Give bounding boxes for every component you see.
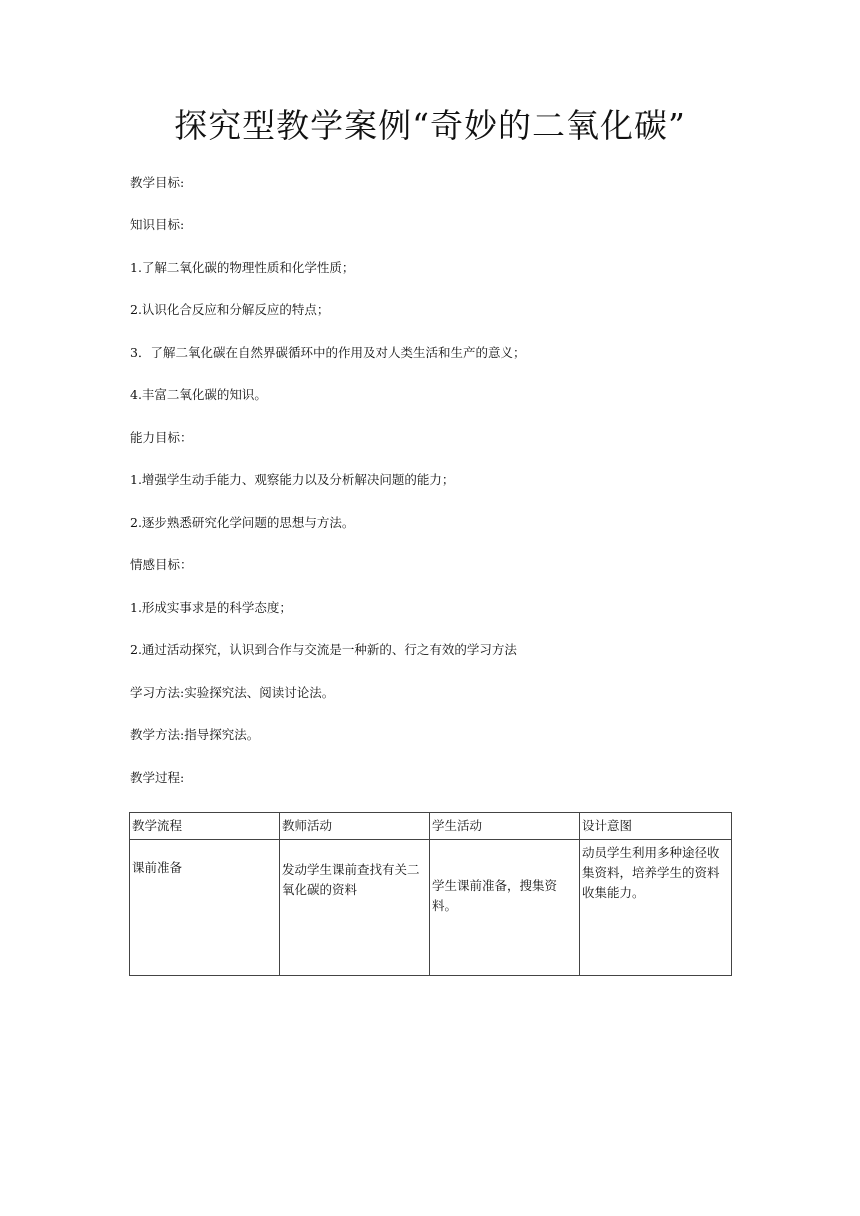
knowledge-goal-item: 1.了解二氧化碳的物理性质和化学性质； [130, 260, 355, 275]
table-header-cell: 设计意图 [580, 813, 732, 840]
section-heading-knowledge-goals: 知识目标: [130, 217, 185, 232]
section-heading-emotion-goals: 情感目标： [130, 557, 193, 572]
emotion-goal-item: 2.通过活动探究，认识到合作与交流是一种新的、行之有效的学习方法 [130, 642, 517, 657]
ability-goal-item: 2.逐步熟悉研究化学问题的思想与方法。 [130, 515, 355, 530]
emotion-goal-item: 1.形成实事求是的科学态度； [130, 600, 292, 615]
table-header-cell: 教学流程 [130, 813, 280, 840]
table-cell: 发动学生课前查找有关二氧化碳的资料 [280, 840, 430, 976]
knowledge-goal-item: 3．了解二氧化碳在自然界碳循环中的作用及对人类生活和生产的意义； [130, 345, 526, 360]
page-title: 探究型教学案例“奇妙的二氧化碳” [174, 106, 686, 145]
table-cell: 动员学生利用多种途径收集资料，培养学生的资料收集能力。 [580, 840, 732, 976]
section-heading-ability-goals: 能力目标： [130, 430, 193, 445]
knowledge-goal-item: 4.丰富二氧化碳的知识。 [130, 387, 267, 402]
ability-goal-item: 1.增强学生动手能力、观察能力以及分析解决问题的能力； [130, 472, 455, 487]
section-heading-teaching-process: 教学过程: [130, 770, 185, 785]
table-row [130, 840, 732, 976]
table-header-row [130, 813, 732, 840]
learning-methods: 学习方法:实验探究法、阅读讨论法。 [130, 685, 335, 700]
teaching-methods: 教学方法:指导探究法。 [130, 727, 260, 742]
table-cell: 课前准备 [130, 840, 280, 976]
table-header-cell: 学生活动 [430, 813, 580, 840]
table-cell: 学生课前准备，搜集资料。 [430, 840, 580, 976]
teaching-process-table [129, 812, 732, 976]
section-heading-teaching-goals: 教学目标: [130, 175, 185, 190]
table-header-cell: 教师活动 [280, 813, 430, 840]
knowledge-goal-item: 2.认识化合反应和分解反应的特点； [130, 302, 330, 317]
